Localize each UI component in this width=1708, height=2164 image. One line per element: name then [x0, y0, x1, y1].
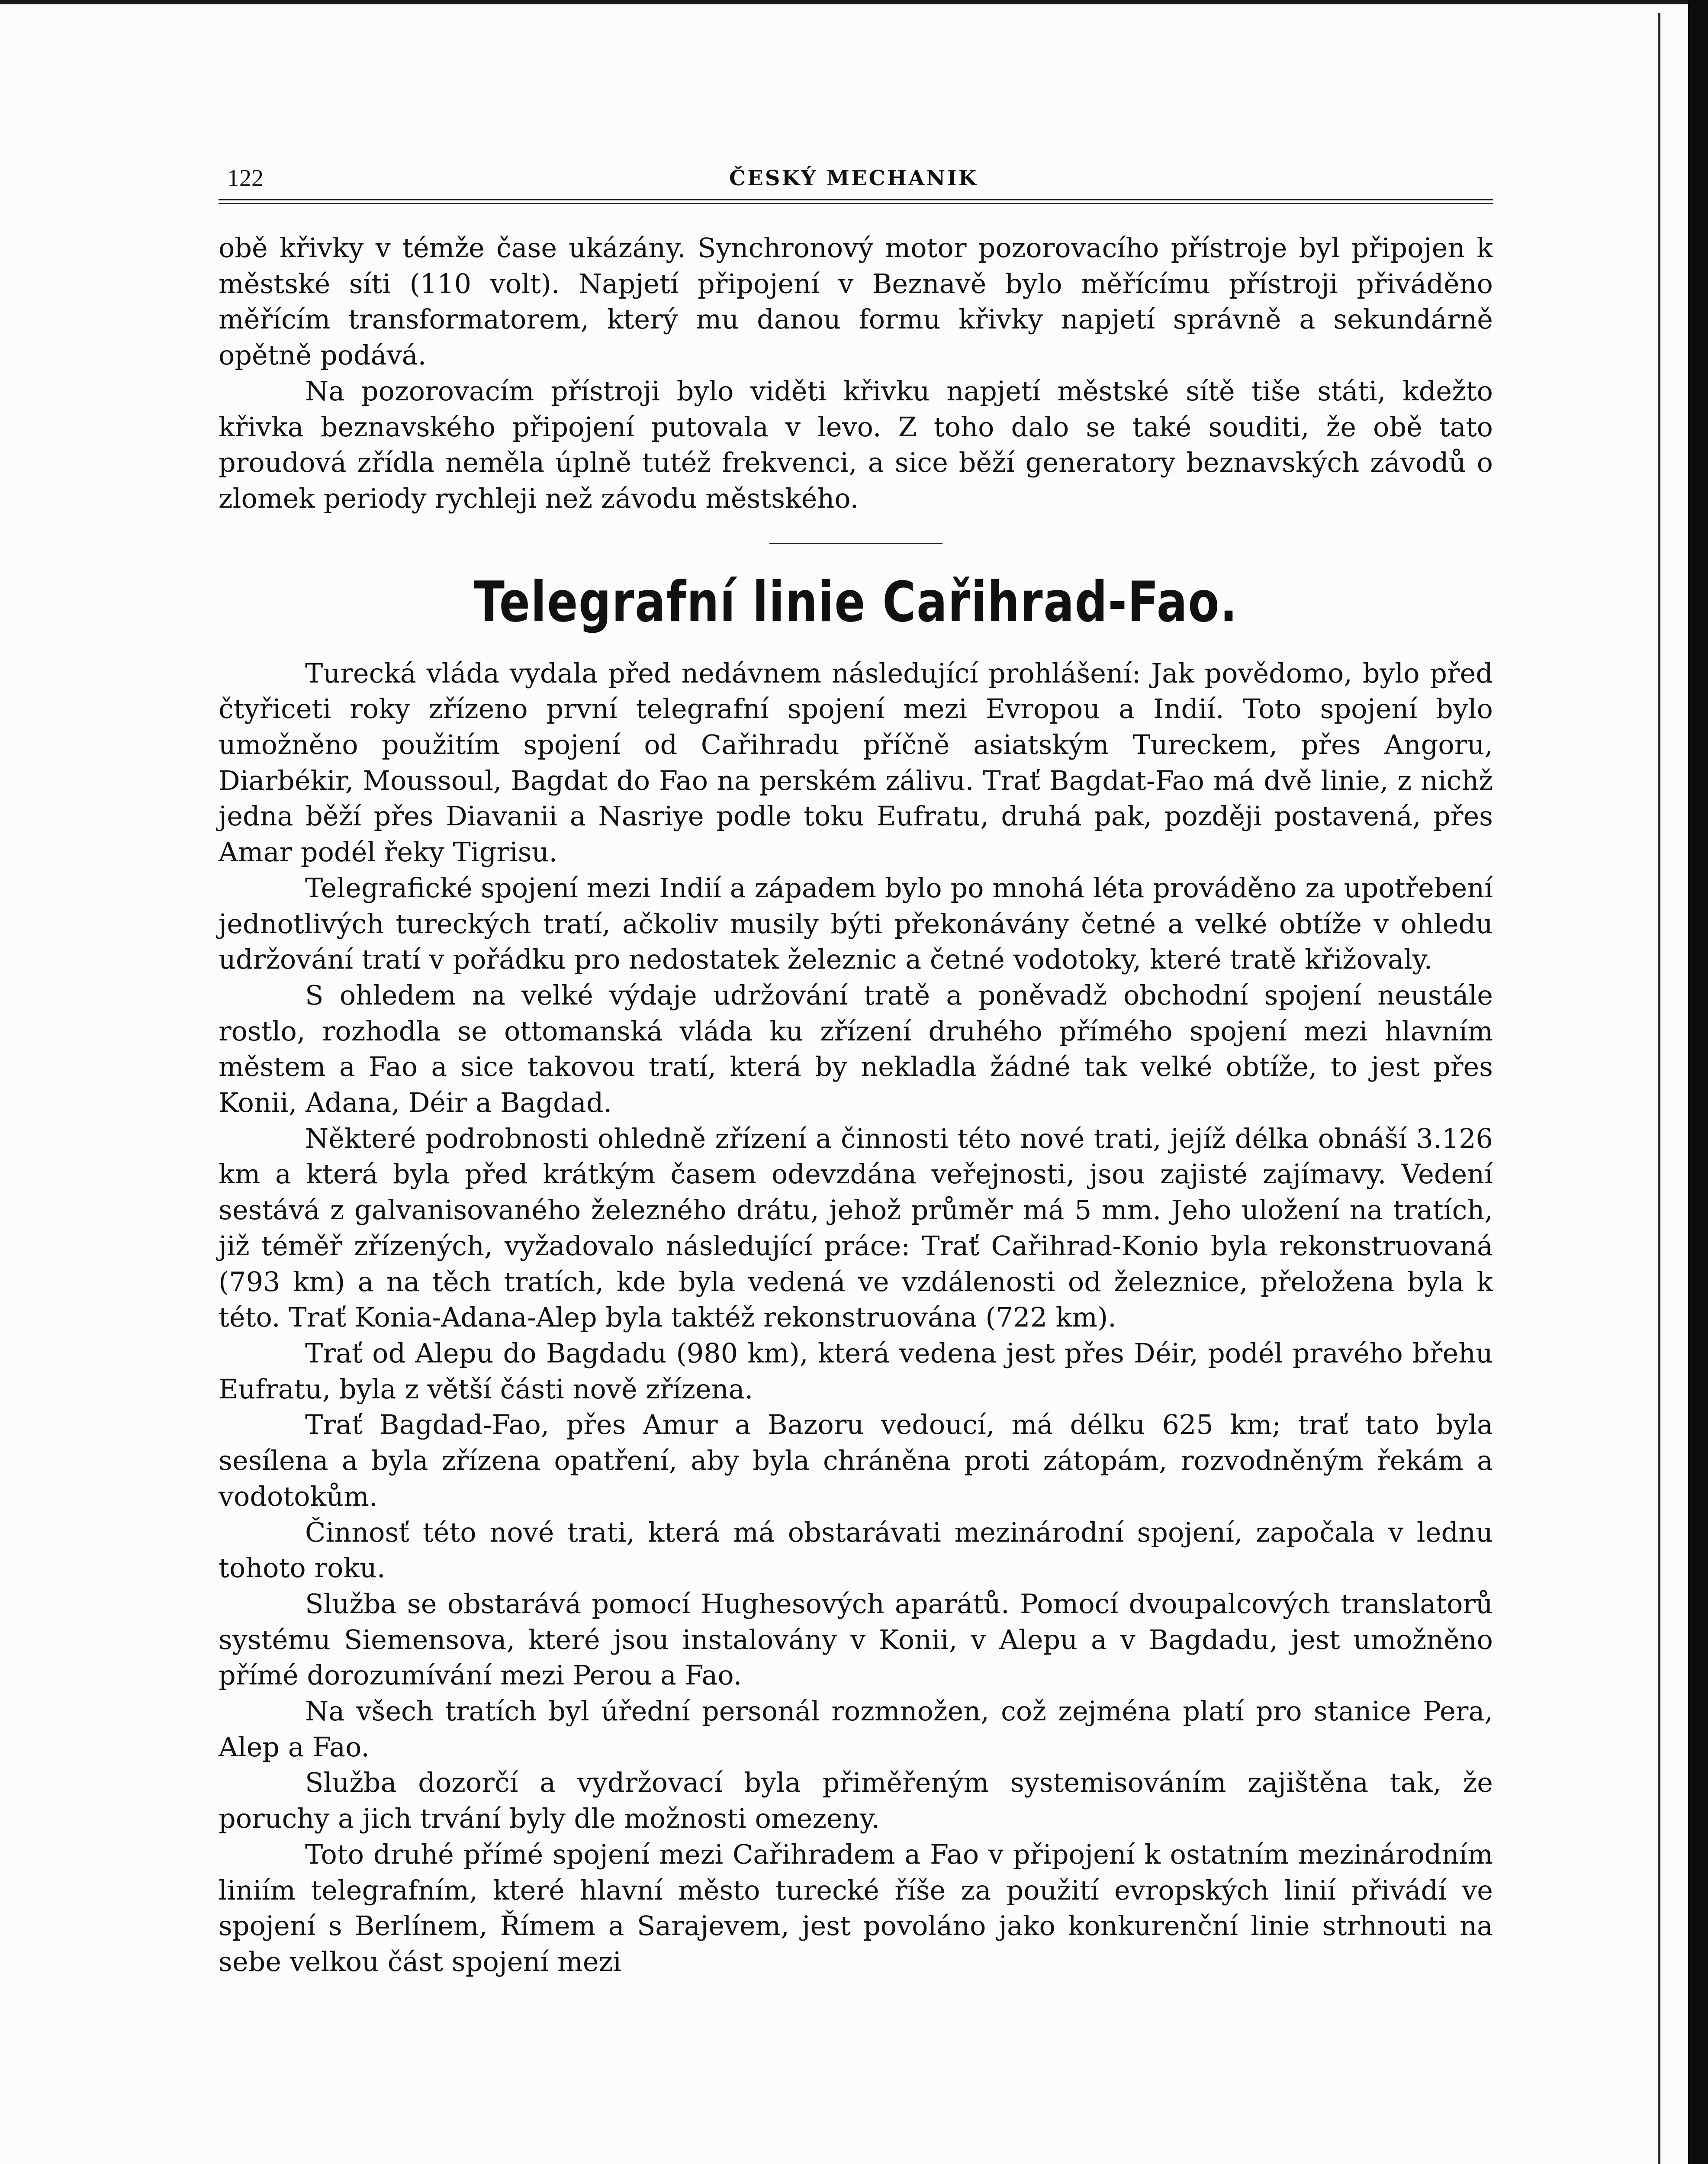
article-paragraph: S ohledem na velké výdaje udržování tratě a poněvadž obchodní spojení neustále rostlo, rozhodla se ottomanská vláda ku zřízení druhého přímého spojení mezi hlavním městem a Fao a sice takovou tratí, která by nekladla žádné tak velké obtíže, to jest přes Konii, Adana, Déir a Bagdad.	[219, 979, 1493, 1119]
article-paragraph: Služba dozorčí a vydržovací byla přiměřeným systemisováním zajištěna tak, že poruchy a jich trvání byly dle možnosti omezeny.	[219, 1767, 1493, 1835]
article-paragraph: Některé podrobnosti ohledně zřízení a činnosti této nové trati, jejíž délka obnáší 3.126 km a která byla před krátkým časem odevzdána veřejnosti, jsou zajisté zajímavy. Vedení sestává z galvanisovaného železného drátu, jehož průměr má 5 mm. Jeho uložení na tratích, již téměř zřízených, vyžadovalo následující práce: Trať Cařihrad-Konio byla rekonstruovaná (793 km) a na těch tratích, kde byla vedená ve vzdálenosti od železnice, přeložena byla k této. Trať Konia-Adana-Alep byla taktéž rekonstruována (722 km).	[219, 1122, 1493, 1333]
running-title: ČESKÝ MECHANIK	[729, 166, 978, 190]
intro-text	[219, 230, 1493, 517]
article-paragraph: Trať od Alepu do Bagdadu (980 km), která vedena jest přes Déir, podél pravého břehu Eufratu, byla z větší části nově zřízena.	[219, 1337, 1493, 1405]
article-paragraph: Činnosť této nové trati, která má obstarávati mezinárodní spojení, započala v lednu tohoto roku.	[219, 1516, 1493, 1584]
article-paragraph: Telegrafické spojení mezi Indií a západem bylo po mnohá léta prováděno za upotřebení jednotlivých tureckých tratí, ačkoliv musily býti překonávány četné a velké obtíže v ohledu udržování tratí v pořádku pro nedostatek železnic a četné vodotoky, které tratě křižovaly.	[219, 872, 1493, 976]
article-paragraph: Na všech tratích byl úřední personál rozmnožen, což zejména platí pro stanice Pera, Alep a Fao.	[219, 1695, 1493, 1763]
article-title: Telegrafní linie Cařihrad-Fao.	[473, 570, 1238, 634]
scan-top-edge	[0, 0, 1708, 4]
article-paragraph: Trať Bagdad-Fao, přes Amur a Bazoru vedoucí, má délku 625 km; trať tato byla sesílena a byla zřízena opatření, aby byla chráněna proti zátopám, rozvodněným řekám a vodotokům.	[219, 1409, 1493, 1512]
section-divider	[769, 543, 942, 544]
article-body	[219, 656, 1493, 1980]
scan-right-edge	[1688, 0, 1708, 2164]
page	[219, 164, 1493, 1980]
header-rule	[219, 199, 1493, 204]
page-header	[219, 164, 1493, 199]
intro-paragraph: obě křivky v témže čase ukázány. Synchronový motor pozorovacího přístroje byl připojen k městské síti (110 volt). Napjetí připojení v Beznavě bylo měřícímu přístroji přiváděno měřícím transformatorem, který mu danou formu křivky napjetí správně a sekundárně opětně podává.	[219, 232, 1493, 371]
scan-inner-line	[1658, 13, 1660, 2164]
article-paragraph: Toto druhé přímé spojení mezi Cařihradem a Fao v připojení k ostatním mezinárodním liniím telegrafním, které hlavní město turecké říše za použití evropských linií přivádí ve spojení s Berlínem, Římem a Sarajevem, jest povoláno jako konkurenční linie strhnouti na sebe velkou část spojení mezi	[219, 1838, 1493, 1977]
article-paragraph: Turecká vláda vydala před nedávnem následující prohlášení: Jak povědomo, bylo před čtyřiceti roky zřízeno první telegrafní spojení mezi Evropou a Indií. Toto spojení bylo umožněno použitím spojení od Cařihradu příčně asiatským Tureckem, přes Angoru, Diarbékir, Moussoul, Bagdat do Fao na perském zálivu. Trať Bagdat-Fao má dvě linie, z nichž jedna běží přes Diavanii a Nasriye podle toku Eufratu, druhá pak, později postavená, přes Amar podél řeky Tigrisu.	[219, 657, 1493, 868]
article-paragraph: Služba se obstarává pomocí Hughesových aparátů. Pomocí dvoupalcových translatorů systému Siemensova, které jsou instalovány v Konii, v Alepu a v Bagdadu, jest umožněno přímé dorozumívání mezi Perou a Fao.	[219, 1588, 1493, 1691]
page-number: 122	[227, 165, 264, 192]
intro-paragraph: Na pozorovacím přístroji bylo viděti křivku napjetí městské sítě tiše státi, kdežto křivka beznavského připojení putovala v levo. Z toho dalo se také souditi, že obě tato proudová zřídla neměla úplně tutéž frekvenci, a sice běží generatory beznavských závodů o zlomek periody rychleji než závodu městského.	[219, 375, 1493, 514]
